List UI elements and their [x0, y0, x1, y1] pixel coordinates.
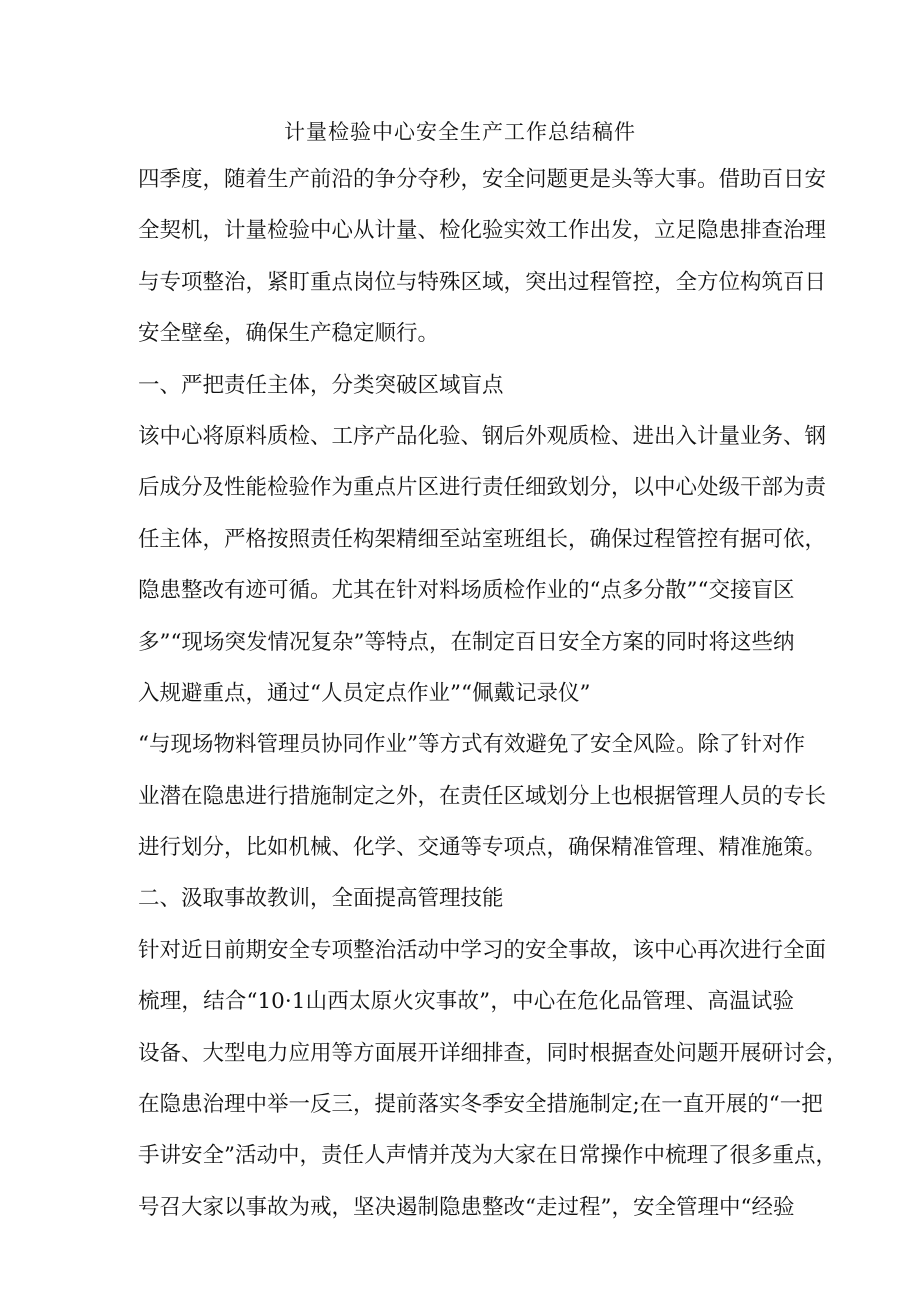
text-line: 进行划分，比如机械、化学、交通等专项点，确保精准管理、精准施策。 — [138, 835, 827, 861]
text-line: “与现场物料管理员协同作业”等方式有效避免了安全风险。除了针对作 — [138, 732, 805, 758]
text-line: 四季度，随着生产前沿的争分夺秒，安全问题更是头等大事。借助百日安 — [138, 167, 827, 192]
text-line: 多”“现场突发情况复杂”等特点，在制定百日安全方案的同时将这些纳 — [138, 629, 795, 655]
text-line: 业潜在隐患进行措施制定之外，在责任区域划分上也根据管理人员的专长 — [138, 783, 827, 809]
text-line: 入规避重点，通过“人员定点作业”“佩戴记录仪” — [138, 680, 591, 706]
text-line: 设备、大型电力应用等方面展开详细排查，同时根据查处问题开展研讨会， — [138, 1040, 848, 1066]
text-line: 手讲安全”活动中，责任人声情并茂为大家在日常操作中梳理了很多重点， — [138, 1143, 837, 1169]
document-body — [138, 160, 848, 1239]
text-line: 后成分及性能检验作为重点片区进行责任细致划分，以中心处级干部为责 — [138, 475, 827, 501]
text-line: 全契机，计量检验中心从计量、检化验实效工作出发，立足隐患排查治理 — [138, 218, 827, 244]
text-line: 号召大家以事故为戒，坚决遏制隐患整改“走过程”，安全管理中“经验 — [138, 1194, 795, 1220]
text-line: 任主体，严格按照责任构架精细至站室班组长，确保过程管控有据可依， — [138, 526, 827, 552]
text-line: 二、汲取事故教训，全面提高管理技能 — [138, 886, 504, 912]
text-line: 与专项整治，紧盯重点岗位与特殊区域，突出过程管控，全方位构筑百日 — [138, 269, 827, 295]
text-line: 该中心将原料质检、工序产品化验、钢后外观质检、进出入计量业务、钢 — [138, 423, 827, 449]
text-line: 针对近日前期安全专项整治活动中学习的安全事故，该中心再次进行全面 — [138, 937, 827, 963]
text-line: 安全壁垒，确保生产稳定顺行。 — [138, 321, 440, 347]
text-line: 梳理，结合“10·1山西太原火灾事故”，中心在危化品管理、高温试验 — [138, 989, 794, 1015]
text-line: 在隐患治理中举一反三，提前落实冬季安全措施制定;在一直开展的“一把 — [138, 1092, 823, 1118]
document-title: 计量检验中心安全生产工作总结稿件 — [284, 120, 636, 144]
text-line: 隐患整改有迹可循。尤其在针对料场质检作业的“点多分散”“交接盲区 — [138, 578, 795, 604]
text-line: 一、严把责任主体，分类突破区域盲点 — [138, 372, 504, 398]
